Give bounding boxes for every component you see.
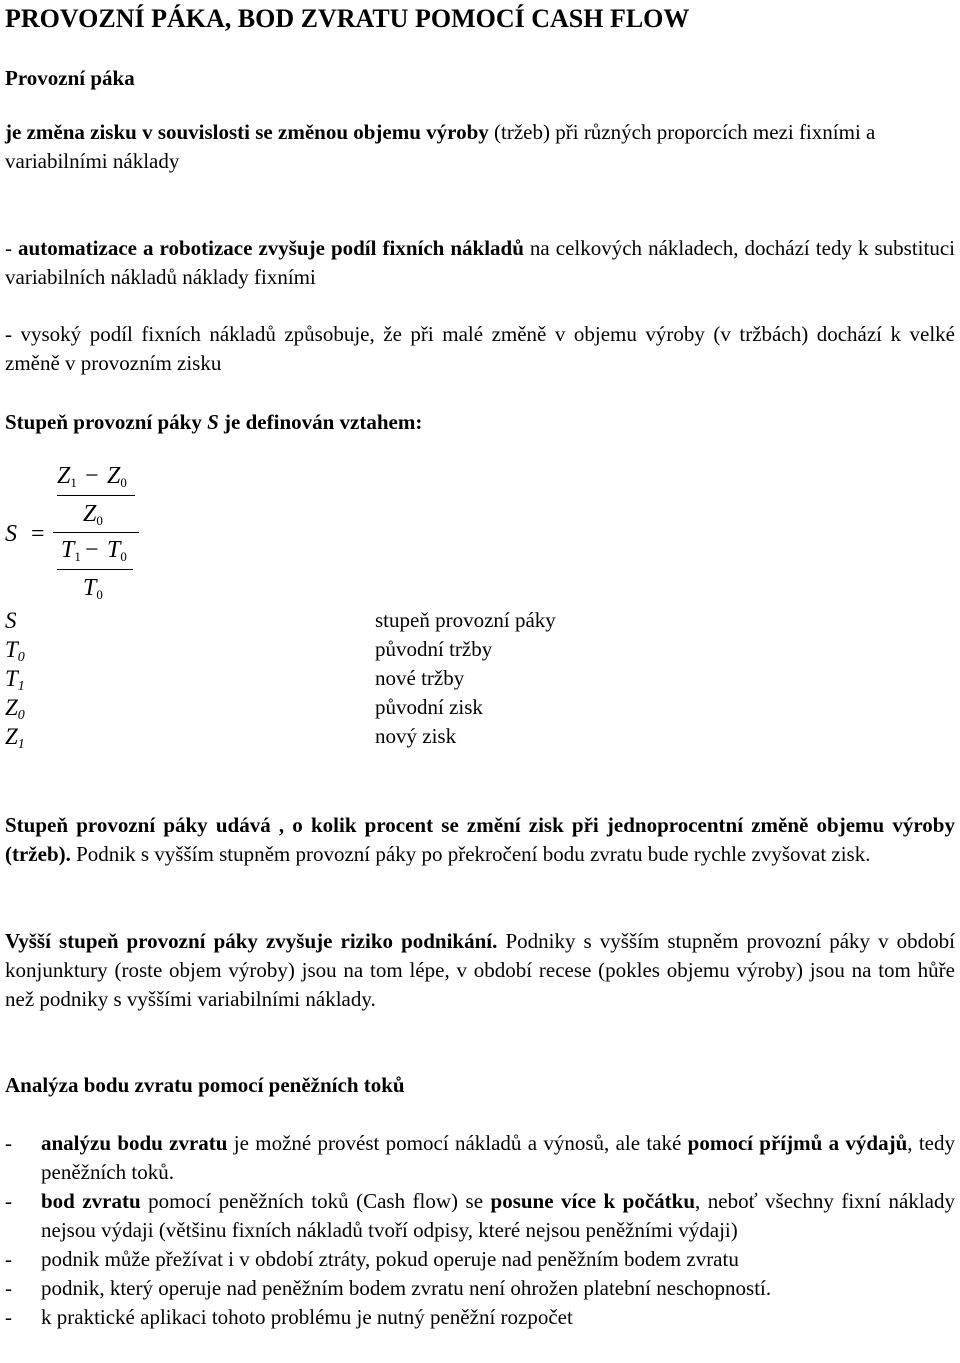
bullet-bold: bod zvratu — [41, 1189, 141, 1213]
bullet-text: podnik, který operuje nad peněžním bodem zvratu není ohrožen platební neschopností. — [41, 1276, 772, 1300]
dash-bullet: - — [5, 1276, 12, 1300]
legend-symbol: $T_1$ — [5, 666, 25, 694]
symbol-legend — [5, 606, 705, 751]
risk-rest: Podniky s vyšším stupněm provozní páky v období konjunktury (roste objem výroby) jsou na tom lépe, v období recese (pokles objemu výroby) jsou na tom hůře než podniky s vyššími variabilními náklady. — [5, 929, 956, 1011]
formula-inner-bar-bottom — [57, 569, 133, 570]
formula-intro-symbol: S — [207, 410, 219, 434]
page-title: PROVOZNÍ PÁKA, BOD ZVRATU POMOCÍ CASH FLOW — [5, 4, 690, 33]
list-item — [5, 1245, 955, 1274]
list-item — [5, 1274, 955, 1303]
meaning-bold: Stupeň provozní páky udává , o kolik procent se změní zisk při jednoprocentní změně objemu výroby (tržeb). — [5, 813, 955, 866]
formula-intro — [5, 408, 955, 437]
formula-den-minus: − — [85, 537, 99, 563]
list-item — [5, 1187, 955, 1245]
point-automation-bold: automatizace a robotizace zvyšuje podíl fixních nákladů — [18, 236, 524, 260]
list-item — [5, 1129, 955, 1187]
formula-num-minus: − — [85, 463, 99, 489]
formula-den-T0: $T_0$ — [83, 575, 103, 602]
formula-num-Z1: $Z_1$ — [57, 463, 77, 490]
point-high-fixed-share — [5, 320, 955, 378]
bullet-text: podnik může přežívat i v období ztráty, pokud operuje nad peněžním bodem zvratu — [41, 1247, 739, 1271]
section-heading-text: Provozní páka — [5, 66, 135, 90]
formula-intro-before: Stupeň provozní páky — [5, 410, 208, 434]
definition-rest: (tržeb) při různých proporcích mezi fixními a variabilními náklady — [5, 120, 876, 173]
dash-bullet: - — [5, 1247, 12, 1271]
formula-main-bar — [53, 532, 139, 533]
formula-inner-bar-top — [57, 495, 135, 496]
formula-den-Z0: $Z_0$ — [83, 501, 103, 528]
dash-bullet: - — [5, 1189, 12, 1213]
section-heading-text: Analýza bodu zvratu pomocí peněžních toků — [5, 1073, 405, 1097]
dash-bullet: - — [5, 1305, 12, 1329]
list-item — [5, 1303, 955, 1332]
meaning-rest: Podnik s vyšším stupněm provozní páky po překročení bodu zvratu bude rychle zvyšovat zisk. — [70, 842, 871, 866]
bullet-bold: pomocí příjmů a výdajů — [687, 1131, 908, 1155]
meaning-paragraph — [5, 811, 955, 869]
legend-description: původní tržby — [375, 637, 493, 661]
legend-row — [5, 664, 705, 693]
formula-equals: = — [31, 521, 45, 547]
dash-bullet: - — [5, 1131, 12, 1155]
legend-description: nové tržby — [375, 666, 465, 690]
legend-description: původní zisk — [375, 695, 483, 719]
legend-description: stupeň provozní páky — [375, 608, 556, 632]
section-heading-operating-leverage — [5, 64, 955, 93]
formula-num-T1: $T_1$ — [61, 537, 81, 564]
legend-symbol: $Z_0$ — [5, 695, 25, 723]
legend-row — [5, 635, 705, 664]
point-automation — [5, 234, 955, 292]
cashflow-bullet-list — [5, 1129, 955, 1332]
section-heading-cashflow — [5, 1071, 955, 1100]
bullet-text: pomocí peněžních toků (Cash flow) se — [140, 1189, 491, 1213]
legend-symbol: S — [5, 608, 17, 633]
bullet-bold: analýzu bodu zvratu — [41, 1131, 228, 1155]
legend-row — [5, 606, 705, 635]
legend-row — [5, 693, 705, 722]
bullet-text: , tedy peněžních toků. — [41, 1131, 955, 1184]
definition-paragraph — [5, 118, 955, 176]
bullet-bold: posune více k počátku — [490, 1189, 696, 1213]
bullet-text: , neboť všechny fixní náklady nejsou výdaji (většinu fixních nákladů tvoří odpisy, které nejsou peněžními výdaji) — [41, 1189, 955, 1242]
legend-symbol: $T_0$ — [5, 637, 25, 665]
formula-S: S — [5, 521, 17, 547]
point-high-fixed-share-text: - vysoký podíl fixních nákladů způsobuje, že při malé změně v objemu výroby (v tržbách) dochází k velké změně v provozním zisku — [5, 322, 955, 375]
leverage-formula — [5, 462, 205, 612]
legend-symbol: $Z_1$ — [5, 724, 25, 752]
formula-num-Z0: $Z_0$ — [107, 463, 127, 490]
bullet-text: je možné provést pomocí nákladů a výnosů, ale také — [227, 1131, 688, 1155]
legend-description: nový zisk — [375, 724, 457, 748]
point-automation-rest: na celkových nákladech, dochází tedy k substituci variabilních nákladů náklady fixními — [5, 236, 955, 289]
formula-num-T0: $T_0$ — [107, 537, 127, 564]
bullet-text: k praktické aplikaci tohoto problému je nutný peněžní rozpočet — [41, 1305, 573, 1329]
legend-row — [5, 722, 705, 751]
risk-bold: Vyšší stupeň provozní páky zvyšuje riziko podnikání. — [5, 929, 498, 953]
formula-intro-after: je definován vztahem: — [218, 410, 423, 434]
point-prefix: - — [5, 236, 19, 260]
definition-bold: je změna zisku v souvislosti se změnou objemu výroby — [5, 120, 489, 144]
risk-paragraph — [5, 927, 955, 1014]
